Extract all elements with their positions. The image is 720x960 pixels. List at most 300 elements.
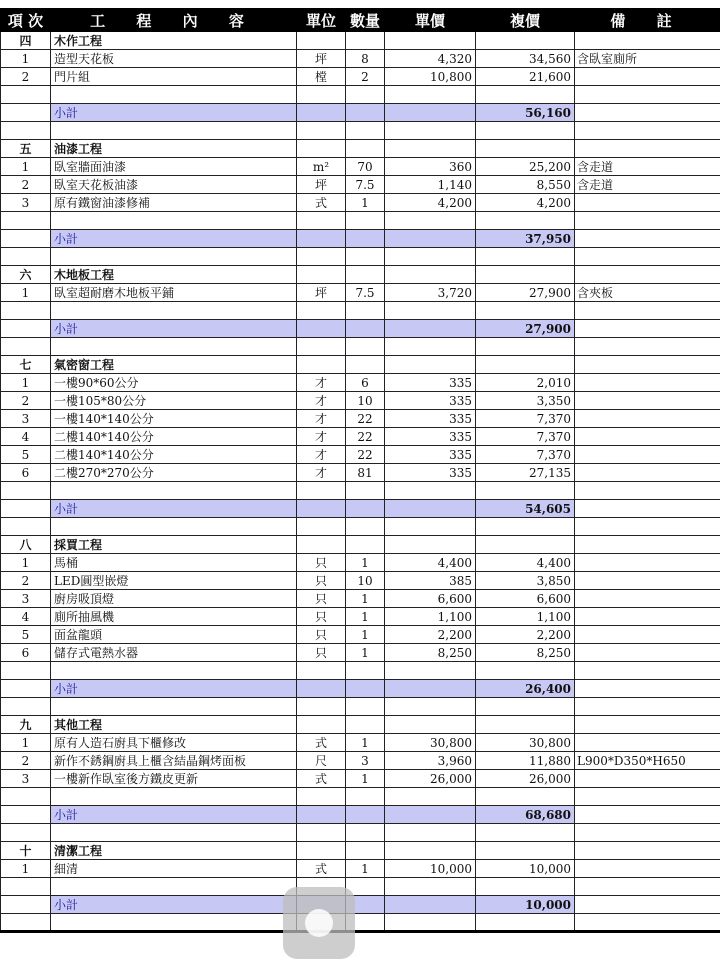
floating-home-button[interactable]	[283, 887, 355, 959]
empty-cell	[346, 122, 385, 140]
empty-cell	[575, 320, 720, 338]
empty-cell	[575, 248, 720, 266]
table-row[interactable]	[1, 626, 720, 644]
section-number: 十	[1, 842, 51, 860]
item-description: 臥室牆面油漆	[51, 158, 297, 176]
item-quantity: 22	[346, 428, 385, 446]
header-row	[1, 9, 720, 32]
item-number: 1	[1, 860, 51, 878]
empty-cell	[1, 500, 51, 518]
subtotal-row	[1, 680, 720, 698]
item-description: 臥室天花板油漆	[51, 176, 297, 194]
table-row[interactable]	[1, 770, 720, 788]
item-unit: 只	[297, 626, 346, 644]
item-remark: 含走道	[575, 158, 720, 176]
item-total: 27,135	[476, 464, 575, 482]
empty-cell	[476, 698, 575, 716]
empty-cell	[476, 716, 575, 734]
empty-cell	[476, 878, 575, 896]
item-unit: 才	[297, 428, 346, 446]
subtotal-value: 10,000	[476, 896, 575, 914]
item-number: 6	[1, 464, 51, 482]
empty-cell	[297, 122, 346, 140]
item-number: 3	[1, 770, 51, 788]
item-unit: 才	[297, 410, 346, 428]
item-unit: 才	[297, 446, 346, 464]
item-quantity: 22	[346, 446, 385, 464]
empty-cell	[476, 212, 575, 230]
table-row[interactable]	[1, 410, 720, 428]
empty-cell	[1, 662, 51, 680]
empty-cell	[346, 662, 385, 680]
table-row[interactable]	[1, 734, 720, 752]
empty-cell	[346, 536, 385, 554]
table-row[interactable]	[1, 590, 720, 608]
item-quantity: 8	[346, 50, 385, 68]
empty-cell	[385, 536, 476, 554]
item-total: 21,600	[476, 68, 575, 86]
empty-cell	[1, 320, 51, 338]
section-heading-row	[1, 842, 720, 860]
item-total: 3,850	[476, 572, 575, 590]
section-heading-row	[1, 716, 720, 734]
table-row[interactable]	[1, 176, 720, 194]
item-remark: L900*D350*H650	[575, 752, 720, 770]
empty-cell	[51, 698, 297, 716]
item-remark	[575, 464, 720, 482]
subtotal-shade	[385, 896, 476, 914]
item-quantity: 10	[346, 572, 385, 590]
item-description: 造型天花板	[51, 50, 297, 68]
subtotal-shade	[346, 806, 385, 824]
subtotal-shade	[297, 230, 346, 248]
item-unit-price: 2,200	[385, 626, 476, 644]
subtotal-shade	[385, 230, 476, 248]
empty-cell	[575, 698, 720, 716]
table-row[interactable]	[1, 392, 720, 410]
item-number: 2	[1, 572, 51, 590]
section-number: 六	[1, 266, 51, 284]
item-unit: 才	[297, 374, 346, 392]
empty-cell	[476, 788, 575, 806]
table-row[interactable]	[1, 284, 720, 302]
table-row[interactable]	[1, 158, 720, 176]
item-unit: 才	[297, 464, 346, 482]
quotation-sheet	[0, 8, 720, 932]
bottom-border	[0, 930, 720, 933]
item-remark	[575, 554, 720, 572]
blank-row	[1, 212, 720, 230]
empty-cell	[346, 86, 385, 104]
empty-cell	[51, 878, 297, 896]
empty-cell	[575, 680, 720, 698]
empty-cell	[476, 536, 575, 554]
empty-cell	[346, 482, 385, 500]
subtotal-row	[1, 320, 720, 338]
subtotal-label: 小計	[51, 806, 297, 824]
item-description: 臥室超耐磨木地板平鋪	[51, 284, 297, 302]
item-unit-price: 4,400	[385, 554, 476, 572]
empty-cell	[346, 824, 385, 842]
empty-cell	[476, 824, 575, 842]
item-unit-price: 385	[385, 572, 476, 590]
empty-cell	[297, 824, 346, 842]
subtotal-label: 小計	[51, 320, 297, 338]
blank-row	[1, 788, 720, 806]
subtotal-shade	[346, 104, 385, 122]
empty-cell	[297, 788, 346, 806]
empty-cell	[1, 338, 51, 356]
item-total: 7,370	[476, 410, 575, 428]
blank-row	[1, 878, 720, 896]
section-title: 木地板工程	[51, 266, 297, 284]
item-unit-price: 3,960	[385, 752, 476, 770]
item-description: 原有人造石廚具下櫃修改	[51, 734, 297, 752]
empty-cell	[575, 86, 720, 104]
section-title: 木作工程	[51, 32, 297, 50]
item-unit-price: 6,600	[385, 590, 476, 608]
subtotal-row	[1, 896, 720, 914]
subtotal-label: 小計	[51, 680, 297, 698]
item-quantity: 1	[346, 554, 385, 572]
item-remark	[575, 770, 720, 788]
subtotal-shade	[346, 230, 385, 248]
empty-cell	[385, 302, 476, 320]
empty-cell	[297, 86, 346, 104]
empty-cell	[346, 356, 385, 374]
item-description: 門片組	[51, 68, 297, 86]
table-row[interactable]	[1, 572, 720, 590]
item-remark	[575, 860, 720, 878]
empty-cell	[575, 230, 720, 248]
item-remark	[575, 644, 720, 662]
empty-cell	[575, 824, 720, 842]
empty-cell	[1, 824, 51, 842]
empty-cell	[1, 122, 51, 140]
table-row[interactable]	[1, 644, 720, 662]
subtotal-shade	[385, 320, 476, 338]
subtotal-shade	[385, 806, 476, 824]
empty-cell	[297, 536, 346, 554]
empty-cell	[575, 104, 720, 122]
item-unit-price: 335	[385, 428, 476, 446]
empty-cell	[575, 806, 720, 824]
table-row[interactable]	[1, 428, 720, 446]
empty-cell	[476, 302, 575, 320]
item-quantity: 1	[346, 590, 385, 608]
table-row[interactable]	[1, 194, 720, 212]
table-row[interactable]	[1, 374, 720, 392]
empty-cell	[297, 356, 346, 374]
empty-cell	[385, 212, 476, 230]
item-unit-price: 10,800	[385, 68, 476, 86]
section-heading-row	[1, 32, 720, 50]
table-row[interactable]	[1, 860, 720, 878]
item-total: 10,000	[476, 860, 575, 878]
item-total: 30,800	[476, 734, 575, 752]
empty-cell	[51, 482, 297, 500]
table-body	[1, 32, 720, 932]
empty-cell	[476, 662, 575, 680]
section-number: 七	[1, 356, 51, 374]
item-unit-price: 335	[385, 374, 476, 392]
item-number: 3	[1, 410, 51, 428]
empty-cell	[476, 356, 575, 374]
section-title: 油漆工程	[51, 140, 297, 158]
item-description: LED圓型嵌燈	[51, 572, 297, 590]
empty-cell	[575, 536, 720, 554]
item-number: 1	[1, 158, 51, 176]
blank-row	[1, 824, 720, 842]
subtotal-shade	[346, 320, 385, 338]
item-number: 3	[1, 194, 51, 212]
empty-cell	[297, 518, 346, 536]
section-heading-row	[1, 356, 720, 374]
empty-cell	[1, 248, 51, 266]
empty-cell	[476, 122, 575, 140]
empty-cell	[346, 842, 385, 860]
blank-row	[1, 662, 720, 680]
empty-cell	[297, 302, 346, 320]
empty-cell	[346, 338, 385, 356]
item-remark	[575, 572, 720, 590]
subtotal-label: 小計	[51, 500, 297, 518]
empty-cell	[1, 788, 51, 806]
item-remark	[575, 194, 720, 212]
item-number: 5	[1, 626, 51, 644]
subtotal-shade	[297, 680, 346, 698]
empty-cell	[476, 32, 575, 50]
item-unit: 只	[297, 554, 346, 572]
empty-cell	[476, 842, 575, 860]
item-number: 1	[1, 374, 51, 392]
item-quantity: 1	[346, 608, 385, 626]
blank-row	[1, 518, 720, 536]
item-unit: 才	[297, 392, 346, 410]
section-number: 八	[1, 536, 51, 554]
item-quantity: 3	[346, 752, 385, 770]
subtotal-label: 小計	[51, 104, 297, 122]
header-unit: 單位	[297, 9, 346, 32]
section-number: 九	[1, 716, 51, 734]
item-quantity: 1	[346, 194, 385, 212]
empty-cell	[385, 32, 476, 50]
empty-cell	[51, 212, 297, 230]
empty-cell	[385, 482, 476, 500]
item-total: 2,010	[476, 374, 575, 392]
empty-cell	[346, 140, 385, 158]
empty-cell	[51, 302, 297, 320]
table-row[interactable]	[1, 608, 720, 626]
table-row[interactable]	[1, 464, 720, 482]
item-unit-price: 4,200	[385, 194, 476, 212]
empty-cell	[1, 518, 51, 536]
item-unit-price: 335	[385, 464, 476, 482]
item-unit-price: 1,100	[385, 608, 476, 626]
empty-cell	[51, 914, 297, 932]
item-description: 馬桶	[51, 554, 297, 572]
empty-cell	[1, 698, 51, 716]
empty-cell	[575, 500, 720, 518]
item-description: 一樓140*140公分	[51, 410, 297, 428]
item-unit: 式	[297, 860, 346, 878]
blank-row	[1, 122, 720, 140]
empty-cell	[575, 32, 720, 50]
empty-cell	[1, 680, 51, 698]
item-unit: 式	[297, 194, 346, 212]
item-total: 6,600	[476, 590, 575, 608]
empty-cell	[575, 896, 720, 914]
table-row[interactable]	[1, 752, 720, 770]
item-remark	[575, 392, 720, 410]
empty-cell	[346, 32, 385, 50]
empty-cell	[476, 266, 575, 284]
item-description: 一樓90*60公分	[51, 374, 297, 392]
empty-cell	[346, 716, 385, 734]
item-total: 34,560	[476, 50, 575, 68]
item-unit-price: 30,800	[385, 734, 476, 752]
item-remark	[575, 446, 720, 464]
item-number: 5	[1, 446, 51, 464]
item-quantity: 81	[346, 464, 385, 482]
table-row[interactable]	[1, 50, 720, 68]
section-number: 五	[1, 140, 51, 158]
empty-cell	[575, 212, 720, 230]
item-unit-price: 26,000	[385, 770, 476, 788]
item-unit: 尺	[297, 752, 346, 770]
empty-cell	[476, 140, 575, 158]
item-total: 7,370	[476, 428, 575, 446]
blank-row	[1, 302, 720, 320]
subtotal-label: 小計	[51, 230, 297, 248]
empty-cell	[1, 86, 51, 104]
empty-cell	[51, 86, 297, 104]
item-description: 廁所抽風機	[51, 608, 297, 626]
empty-cell	[476, 338, 575, 356]
empty-cell	[1, 482, 51, 500]
empty-cell	[51, 248, 297, 266]
table-row[interactable]	[1, 446, 720, 464]
item-remark	[575, 410, 720, 428]
section-title: 其他工程	[51, 716, 297, 734]
empty-cell	[297, 338, 346, 356]
item-total: 26,000	[476, 770, 575, 788]
empty-cell	[385, 122, 476, 140]
empty-cell	[346, 518, 385, 536]
empty-cell	[575, 788, 720, 806]
home-button-icon	[305, 909, 333, 937]
item-description: 二樓140*140公分	[51, 446, 297, 464]
item-unit: 式	[297, 734, 346, 752]
item-description: 原有鐵窗油漆修補	[51, 194, 297, 212]
empty-cell	[476, 482, 575, 500]
item-total: 11,880	[476, 752, 575, 770]
item-number: 4	[1, 428, 51, 446]
empty-cell	[297, 248, 346, 266]
section-title: 採買工程	[51, 536, 297, 554]
empty-cell	[575, 356, 720, 374]
blank-row	[1, 338, 720, 356]
empty-cell	[385, 140, 476, 158]
item-unit: 坪	[297, 50, 346, 68]
section-heading-row	[1, 266, 720, 284]
table-row[interactable]	[1, 68, 720, 86]
blank-row	[1, 86, 720, 104]
item-total: 1,100	[476, 608, 575, 626]
item-remark: 含夾板	[575, 284, 720, 302]
header-unit-price: 單價	[385, 9, 476, 32]
item-unit: 只	[297, 608, 346, 626]
empty-cell	[575, 716, 720, 734]
item-unit-price: 3,720	[385, 284, 476, 302]
item-description: 一樓105*80公分	[51, 392, 297, 410]
empty-cell	[575, 914, 720, 932]
item-total: 4,200	[476, 194, 575, 212]
empty-cell	[346, 788, 385, 806]
empty-cell	[346, 212, 385, 230]
item-description: 新作不銹鋼廚具上櫃含結晶鋼烤面板	[51, 752, 297, 770]
item-description: 一樓新作臥室後方鐵皮更新	[51, 770, 297, 788]
subtotal-shade	[297, 104, 346, 122]
table-row[interactable]	[1, 554, 720, 572]
empty-cell	[1, 914, 51, 932]
empty-cell	[297, 482, 346, 500]
item-unit-price: 335	[385, 410, 476, 428]
empty-cell	[476, 914, 575, 932]
item-number: 3	[1, 590, 51, 608]
empty-cell	[385, 86, 476, 104]
empty-cell	[385, 356, 476, 374]
item-unit-price: 1,140	[385, 176, 476, 194]
subtotal-value: 27,900	[476, 320, 575, 338]
item-remark	[575, 590, 720, 608]
empty-cell	[1, 806, 51, 824]
empty-cell	[385, 878, 476, 896]
item-quantity: 1	[346, 644, 385, 662]
subtotal-row	[1, 806, 720, 824]
item-number: 1	[1, 284, 51, 302]
subtotal-value: 26,400	[476, 680, 575, 698]
item-number: 2	[1, 176, 51, 194]
item-unit: 樘	[297, 68, 346, 86]
item-quantity: 1	[346, 734, 385, 752]
empty-cell	[476, 248, 575, 266]
header-qty: 數量	[346, 9, 385, 32]
item-quantity: 10	[346, 392, 385, 410]
empty-cell	[1, 896, 51, 914]
empty-cell	[385, 698, 476, 716]
empty-cell	[1, 104, 51, 122]
item-quantity: 1	[346, 626, 385, 644]
empty-cell	[385, 338, 476, 356]
empty-cell	[575, 266, 720, 284]
item-total: 8,250	[476, 644, 575, 662]
item-number: 1	[1, 50, 51, 68]
item-total: 4,400	[476, 554, 575, 572]
blank-row	[1, 248, 720, 266]
empty-cell	[575, 302, 720, 320]
item-unit-price: 8,250	[385, 644, 476, 662]
empty-cell	[297, 662, 346, 680]
item-description: 細清	[51, 860, 297, 878]
empty-cell	[385, 266, 476, 284]
empty-cell	[297, 842, 346, 860]
section-number: 四	[1, 32, 51, 50]
empty-cell	[385, 914, 476, 932]
empty-cell	[297, 32, 346, 50]
item-quantity: 70	[346, 158, 385, 176]
item-unit: 式	[297, 770, 346, 788]
